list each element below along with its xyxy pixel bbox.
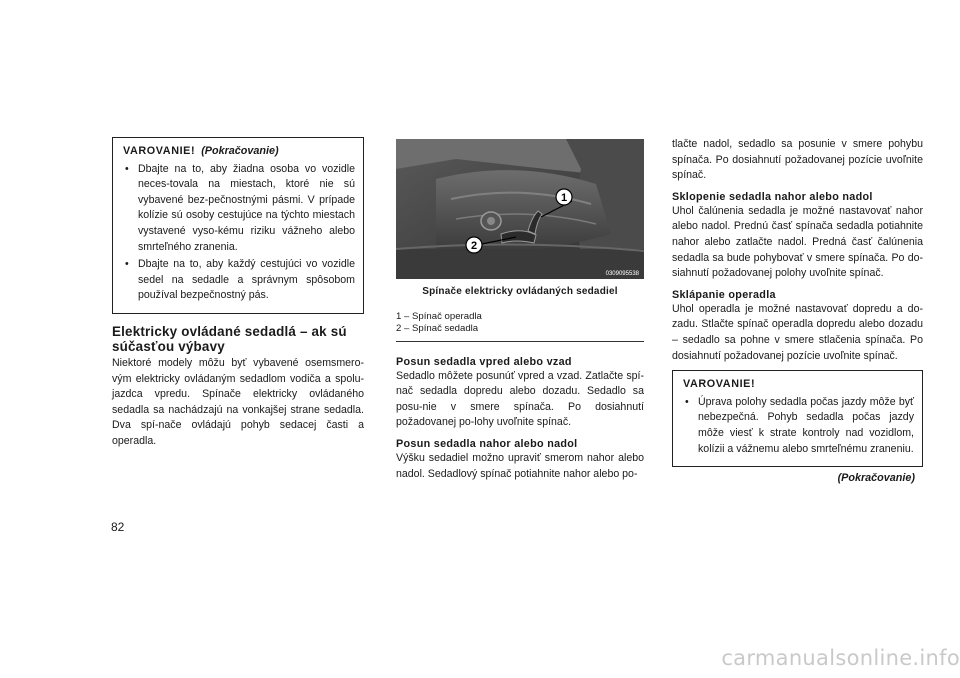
warning-bullet: • Dbajte na to, aby každý cestujúci vo vozidle sedel na sedadle a správnym spôsobom používal bezpečnostný pás. xyxy=(121,257,355,304)
subsection-title: Posun sedadla vpred alebo vzad xyxy=(396,355,572,368)
callout-2: 2 xyxy=(470,240,478,252)
figure-code: 0309095538 xyxy=(605,271,639,277)
subsection-title: Posun sedadla nahor alebo nadol xyxy=(396,437,578,450)
legend-item: 1 – Spínač operadla xyxy=(396,310,482,322)
page-number: 82 xyxy=(111,520,125,534)
legend-item: 2 – Spínač sedadla xyxy=(396,322,479,334)
column-middle xyxy=(396,139,644,488)
figure-legend xyxy=(396,311,644,335)
section-body: Niektoré modely môžu byť vybavené osemsmero-vým elektricky ovládaným sedadlom vodiča a spolu-jazdca vpredu. Spínače elektricky ovládaného sedadla sa nachádzajú na vonkajšej strane sedadla. Dva spí-nače ovládajú pohyb sedacej časti a operadla. xyxy=(112,356,364,447)
warning-box-bottom xyxy=(672,370,923,467)
watermark: carmanualsonline.info xyxy=(721,646,960,670)
warning-continuation: (Pokračovanie) xyxy=(201,145,279,157)
subsection-title: Sklápanie operadla xyxy=(672,288,776,301)
warning-bullet: • Dbajte na to, aby žiadna osoba vo vozidle neces-tovala na miestach, ktoré nie sú vybavené bez-pečnostnými pásmi. V prípade kolízie sú osoby cestujúce na týchto miestach vystavené vyso-kému riziku vážneho alebo smrteľného zranenia. xyxy=(121,162,355,256)
warning-title-text: VAROVANIE! xyxy=(123,145,196,157)
warning-box-top xyxy=(112,137,364,314)
subsection-body: Uhol operadla je možné nastavovať dopredu a do-zadu. Stlačte spínač operadla dopredu alebo dozadu – sedadlo sa pohne v smere stlačenia spínača. Po dosiahnutí požadovanej pozície uvoľnite spínač. xyxy=(672,302,923,362)
figure-caption: Spínače elektricky ovládaných sedadiel xyxy=(422,286,618,297)
subsection-body: Uhol čalúnenia sedadla je možné nastavovať nahor alebo nadol. Prednú časť spínača sedadla potiahnite nahor alebo zatlačte nadol. Predná časť čalúnenia sedadla sa bude pohybovať v smere spínača. Po do-siahnutí požadovanej polohy uvoľnite spínač. xyxy=(672,204,923,280)
seat-switch-photo xyxy=(396,139,644,279)
seat-switch-illustration xyxy=(396,139,644,279)
continuation-note: (Pokračovanie) xyxy=(837,472,915,485)
subsection-body: Výšku sedadiel možno upraviť smerom nahor alebo nadol. Sedadlový spínač potiahnite nahor alebo po- xyxy=(396,451,644,480)
callout-1: 1 xyxy=(560,192,568,204)
subsection-title: Sklopenie sedadla nahor alebo nadol xyxy=(672,190,873,203)
warning-bullet: • Úprava polohy sedadla počas jazdy môže byť nebezpečná. Pohyb sedadla počas jazdy môže viesť k strate kontroly nad vozidlom, kolízii a vážnemu alebo smrteľnému zraneniu. xyxy=(681,395,914,457)
warning-title xyxy=(123,144,355,160)
warning-title: VAROVANIE! xyxy=(683,378,756,391)
continued-text: tlačte nadol, sedadlo sa posunie v smere pohybu spínača. Po dosiahnutí požadovanej pozície uvoľnite spínač. xyxy=(672,138,923,182)
column-right xyxy=(672,137,923,487)
section-title: Elektricky ovládané sedadlá – ak sú súčasťou výbavy xyxy=(112,323,347,355)
subsection-body: Sedadlo môžete posunúť vpred a vzad. Zatlačte spí-nač sedadla dopredu alebo dozadu. Sedadlo sa posu-nie v smere spínača. Po dosiahnutí požadovanej po-lohy uvoľnite spínač. xyxy=(396,369,644,429)
column-left xyxy=(112,137,364,456)
divider xyxy=(396,341,644,342)
